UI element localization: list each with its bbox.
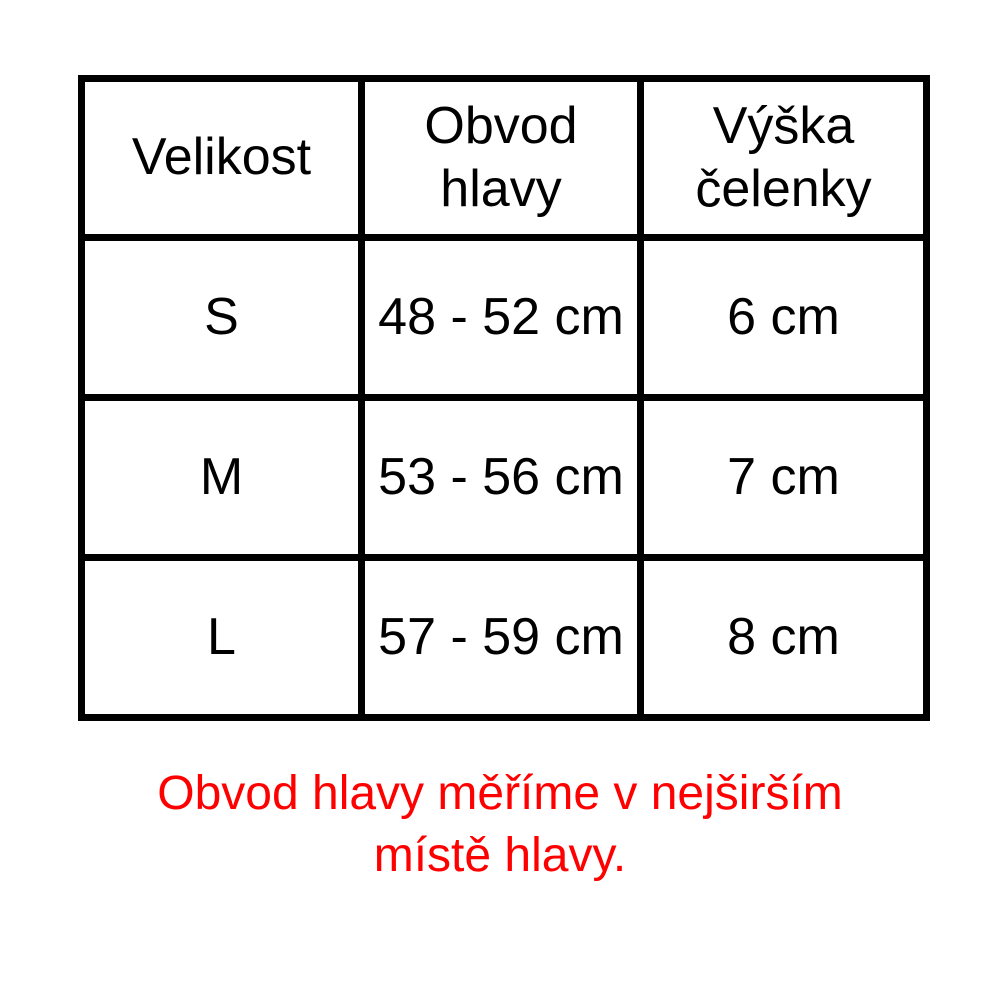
cell-size: M <box>82 398 362 558</box>
measurement-note <box>0 763 1000 888</box>
header-cell-size: Velikost <box>82 79 362 238</box>
cell-headband-height: 6 cm <box>641 238 927 398</box>
cell-head-circumference: 48 - 52 cm <box>362 238 641 398</box>
table-row-s <box>82 238 927 398</box>
cell-size: S <box>82 238 362 398</box>
cell-headband-height: 8 cm <box>641 558 927 718</box>
measurement-note-line-2: místě hlavy. <box>373 829 627 883</box>
measurement-note-line-1: Obvod hlavy měříme v nejširším <box>157 767 843 820</box>
header-cell-head-circumference: Obvod hlavy <box>362 79 641 238</box>
table-row-m <box>82 398 927 558</box>
table-row-l <box>82 558 927 718</box>
header-row <box>82 79 927 238</box>
cell-head-circumference: 53 - 56 cm <box>362 398 641 558</box>
header-cell-headband-height: Výška čelenky <box>641 79 927 238</box>
cell-size: L <box>82 558 362 718</box>
cell-head-circumference: 57 - 59 cm <box>362 558 641 718</box>
size-table <box>78 75 930 721</box>
cell-headband-height: 7 cm <box>641 398 927 558</box>
